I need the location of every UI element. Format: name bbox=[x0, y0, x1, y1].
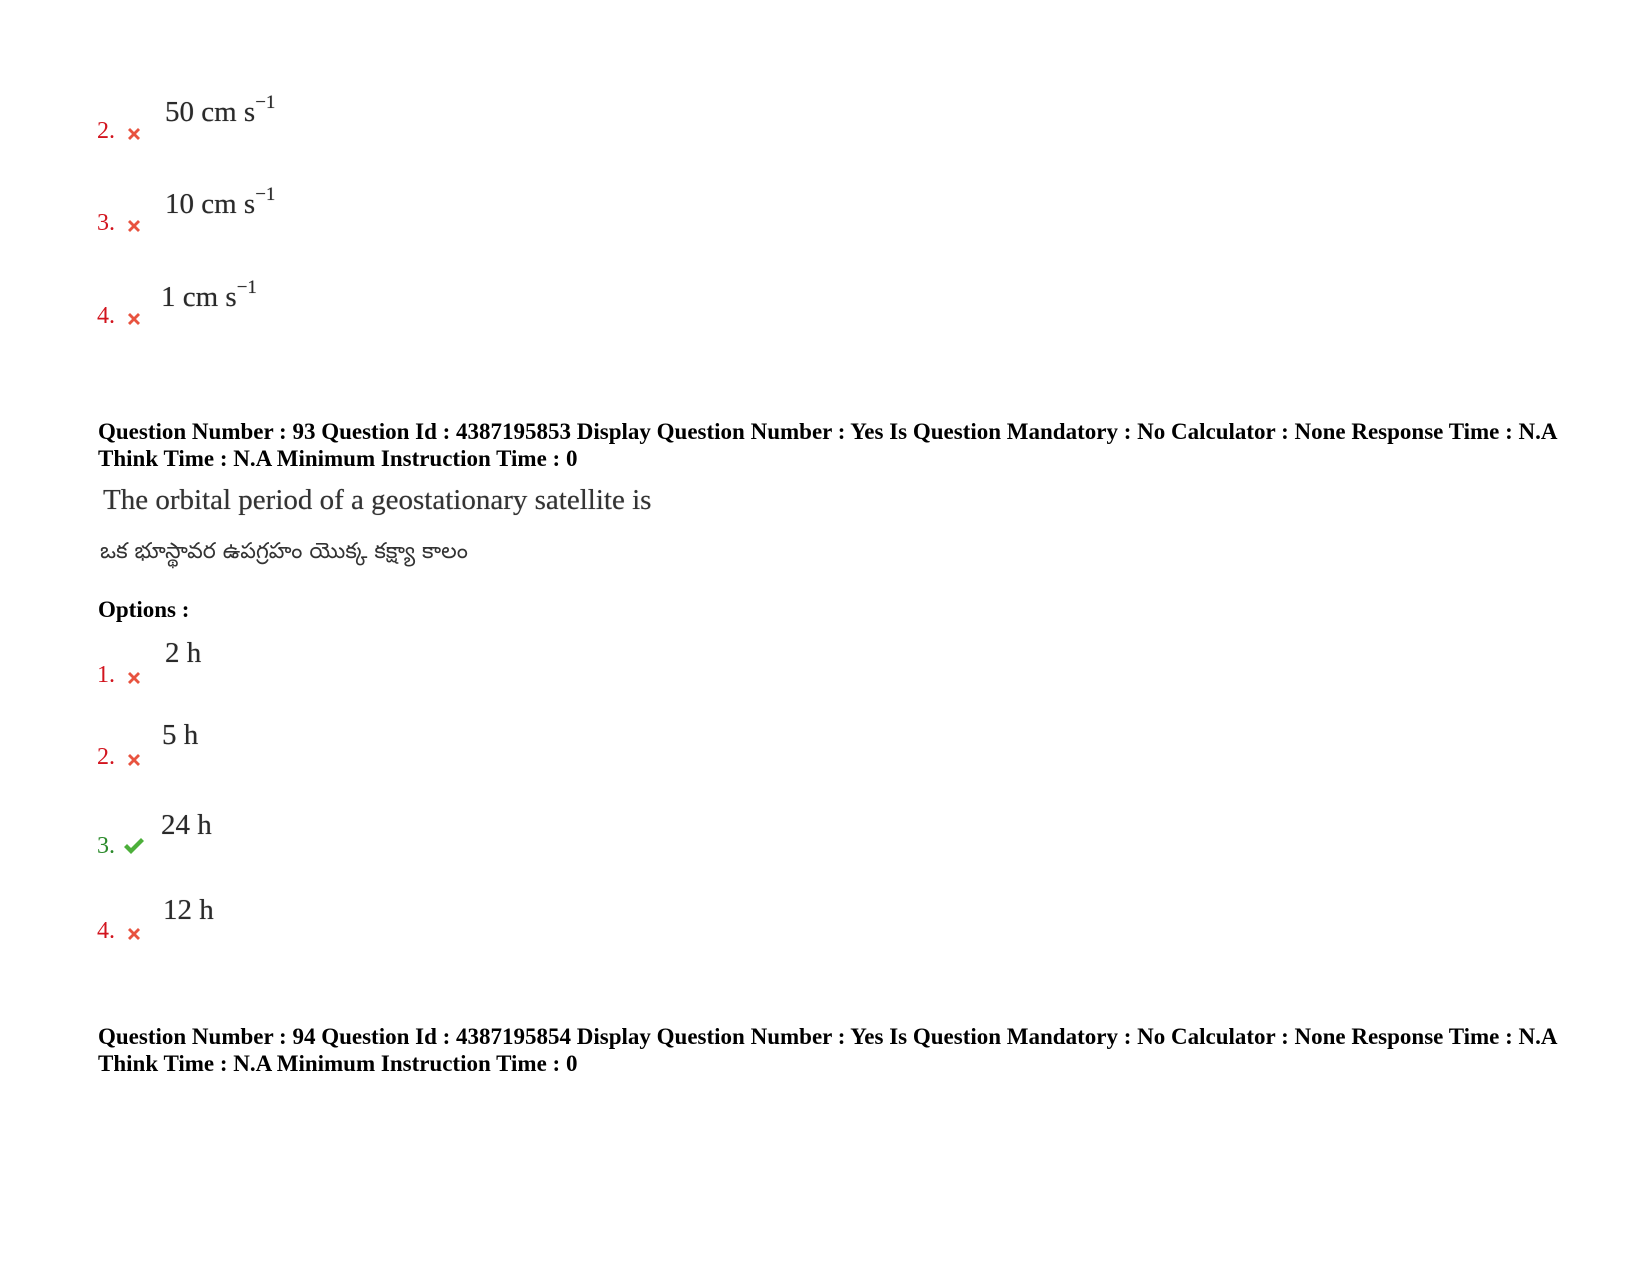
option-number: 3. bbox=[97, 833, 115, 859]
option-number: 1. bbox=[97, 662, 115, 688]
option-text: 12 h bbox=[163, 894, 214, 926]
check-mark-icon bbox=[122, 834, 146, 858]
cross-mark-icon bbox=[124, 750, 144, 770]
cross-mark-icon bbox=[124, 924, 144, 944]
option-text: 50 cm $s^{-1}$ bbox=[165, 92, 276, 128]
option-number: 3. bbox=[97, 210, 115, 236]
option-text: 10 cm $s^{-1}$ bbox=[165, 184, 276, 220]
question-93-stem-english: The orbital period of a geostationary satellite is bbox=[103, 484, 652, 516]
option-number: 2. bbox=[97, 744, 115, 770]
question-93-stem-telugu: ఒక భూస్థావర ఉపగ్రహం యొక్క కక్ష్యా కాలం bbox=[100, 539, 468, 564]
cross-mark-icon bbox=[124, 124, 144, 144]
option-number: 2. bbox=[97, 118, 115, 144]
cross-mark-icon bbox=[124, 309, 144, 329]
option-text: 24 h bbox=[161, 809, 212, 841]
option-number: 4. bbox=[97, 303, 115, 329]
option-text: 2 h bbox=[165, 637, 202, 669]
question-94-meta: Question Number : 94 Question Id : 4387195854 Display Question Number : Yes Is Question Mandatory : No Calculator : None Response Time : N.A Think Time : N.A Minimum Instruction Time : 0 bbox=[98, 1024, 1557, 1076]
cross-mark-icon bbox=[124, 668, 144, 688]
option-text: 1 cm $s^{-1}$ bbox=[161, 277, 257, 313]
cross-mark-icon bbox=[124, 216, 144, 236]
options-label: Options : bbox=[98, 597, 190, 622]
option-number: 4. bbox=[97, 918, 115, 944]
option-text: 5 h bbox=[162, 719, 199, 751]
question-93-meta: Question Number : 93 Question Id : 4387195853 Display Question Number : Yes Is Question Mandatory : No Calculator : None Response Time : N.A Think Time : N.A Minimum Instruction Time : 0 bbox=[98, 419, 1557, 471]
